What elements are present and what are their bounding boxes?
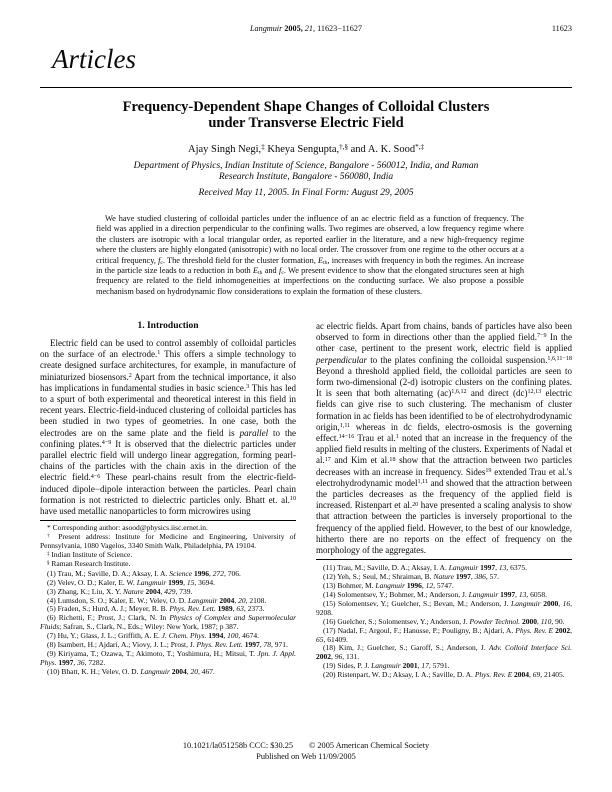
journal-citation: Langmuir 2005, 21, 11623−11627 [249,24,363,33]
intro-paragraph-left: Electric field can be used to control assembly of colloidal particles on the surface of an electrode.$^1$ This offers a simple technology to create designed surface architectures, for example, in manufacture of miniaturized biosensors.$^2$ Apart from the technical importance, it also has implications in fundamental studies in basic science.$^3$ This has led to a spurt of both experimental and theoretical interest in this field in recent years. Electric-field-induced clustering of colloidal particles has been studied in two types of geometries. In one case, both the electrodes are on the same plate and the field is parallel to the confining plates.$^{4-9}$ It is observed that the dielectric particles under parallel electric field will undergo linear aggregation, forming pearl-chains of the particles with the chain axis in the direction of the electric field.$^{4-6}$ These pearl-chains result from the electric-field-induced dipole−dipole interaction between the particles. Pearl chain formation is not restricted to dielectric particles only. Bhatt et. al.$^{10}$ have used metallic nanoparticles to form microwires using [40,338,297,517]
affiliation-line2: Research Institute, Bangalore - 560080, India [218,172,394,182]
reference-item: (8) Isambert, H.; Ajdari, A.; Viovy, J. L.; Prost, J. Phys. Rev. Lett. 1997, 78, 971. [47,640,288,650]
section-heading-introduction: 1. Introduction [137,321,199,331]
footer-copyright: © 2005 American Chemical Society [309,741,430,750]
reference-list-right [316,564,572,680]
footnote-item: † Present address: Institute for Medicine and Engineering, University of Pennsylvania, 1080 Vagelos, 3340 Smith Walk, Philadelphia, PA 19104. [40,532,296,551]
received-line: Received May 11, 2005. In Final Form: August 29, 2005 [198,188,414,198]
reference-item: (4) Lumsdon, S. O.; Kaler, E. W.; Velev, O. D. Langmuir 2004, 20, 2108. [47,595,267,605]
reference-item: (6) Richetti, F.; Prost, J.; Clark, N. In Physics of Complex and Supermolecular Fluids; Safran, S., Clark, N., Eds.; Wiley: New York, 1987; p 387. [40,613,296,632]
reference-item: (15) Solomentsev, Y.; Guelcher, S.; Bevan, M.; Anderson, J. Langmuir 2000, 16, 9208. [316,598,573,617]
footnote-item: ‡ Indian Institute of Science. [47,549,133,559]
reference-item: (13) Bohmer, M. Langmuir 1996, 12, 5747. [323,581,454,591]
intro-paragraph-right: ac electric fields. Apart from chains, bands of particles have also been observed to form in directions other than the applied field.$^{7-9}$ In the other case, pertinent to the present work, electric field is applied perpendicular to the plates confining the colloidal suspension.$^{1,6,11-18}$ Beyond a threshold applied field, the colloidal particles are seen to form two-dimensional (2-d) isotropic clusters on the confining plates. It is seen that both alternating (ac)$^{1,6,12}$ and direct (dc)$^{12,13}$ electric fields can give rise to such clustering. The mechanism of cluster formation in ac fields has been identified to be of electrohydrodynamic origin,$^{1,11}$ whereas in dc fields, electro-osmosis is the governing effect.$^{14-16}$ Trau et al.$^1$ noted that an increase in the frequency of the applied field results in melting of the clusters. Experiments of Nadal et al.$^{17}$ and Kim et al.$^{18}$ show that the attraction between two particles decreases with an increase in frequency. Sides$^{19}$ extended Trau et al.'s electrohydrodynamic model$^{1,11}$ and showed that the attraction between the particles decreases as the frequency of the applied field is increased. Ristenpart et al.$^{20}$ have presented a scaling analysis to show that attraction between the particles is inversely proportional to the frequency of the applied field. However, to the best of our knowledge, hitherto there are no reports on the effect of frequency on the morphology of the aggregates. [316,321,572,556]
page-number: 11623 [551,24,572,33]
footer-published-line: Published on Web 11/09/2005 [256,751,356,761]
affiliation [86,161,526,183]
footnotes-section [40,520,296,676]
footnote-item: * Corresponding author: asood@physics.iisc.ernet.in. [47,523,208,533]
reference-item: (20) Ristenpart, W. D.; Aksay, I. A.; Saville, D. A. Phys. Rev. E 2004, 69, 21405. [323,670,565,680]
reference-item: (3) Zhang, K.; Liu, X. Y. Nature 2004, 429, 739. [47,586,193,596]
reference-item: (17) Nadal, F.; Argoul, F.; Hanusse, P.; Pouligny, B.; Ajdari, A. Phys. Rev. E 2002, 65, 61409. [316,625,572,644]
reference-item: (12) Yeh, S.; Seul, M.; Shraiman, B. Nature 1997, 386, 57. [323,572,499,582]
footnote-item: § Raman Research Institute. [47,558,131,568]
reference-item: (1) Trau, M.; Saville, D. A.; Aksay, I. A. Science 1996, 272, 706. [47,568,241,578]
article-title-line2: under Transverse Electric Field [208,115,404,131]
reference-item: (5) Fraden, S.; Hurd, A. J.; Meyer, R. B. Phys. Rev. Lett. 1989, 63, 2373. [47,604,265,614]
reference-item: (14) Solomentsev, Y.; Bohmer, M.; Anderson, J. Langmuir 1997, 13, 6058. [323,589,548,599]
reference-item: (16) Guelcher, S.; Solomentsev, Y.; Anderson, J. Powder Technol. 2000, 110, 90. [323,616,565,626]
reference-item: (10) Bhatt, K. H.; Velev, O. D. Langmuir 2004, 20, 467. [47,666,215,676]
footnote-list [40,524,296,569]
reference-item: (19) Sides, P. J. Langmuir 2001, 17, 5791. [323,661,450,671]
reference-item: (18) Kim, J.; Guelcher, S.; Garoff, S.; Anderson, J. Adv. Colloid Interface Sci. 2002, 96, 131. [316,643,573,662]
article-title-line1: Frequency-Dependent Shape Changes of Colloidal Clusters [122,99,490,115]
left-column [40,321,296,677]
reference-item: (7) Hu, Y.; Glass, J. L.; Griffith, A. E. J. Chem. Phys. 1994, 100, 4674. [47,631,259,641]
footer-doi-line [0,741,612,752]
header-rule [40,87,572,88]
article-title [66,99,546,131]
reference-item: (9) Kiriyama, T.; Ozawa, T.; Akimoto, T.; Yoshimura, H.; Mitsui, T. Jpn. J. Appl. Phys. 1997, 36, 7282. [40,648,297,667]
reference-list-left [40,570,296,677]
page-footer [0,741,612,762]
affiliation-line1: Department of Physics, Indian Institute of Science, Bangalore - 560012, India, and Raman [133,161,479,171]
footer-doi-ccc: 10.1021/la051258b CCC: $30.25 [182,741,294,750]
abstract-paragraph: We have studied clustering of colloidal particles under the influence of an ac electric field as a function of frequency. The field was applied in a direction perpendicular to the confining walls. Two regimes are observed, a low frequency regime where the clusters are isotropic with a local triangular order, as reported earlier in the literature, and a new high-frequency regime where the clusters are highly elongated (anisotropic) with no local order. The crossover from one regime to the other occurs at a critical frequency, fc. The threshold field for the cluster formation, Eth, increases with frequency in both the regimes. An increase in the particle size leads to a reduction in both Eth and fc. We present evidence to show that the elongated structures seen at high frequency are related to the field inhomogeneities at imperfections on the conducting surface. We also propose a possible mechanism based on hydrodynamic flow considerations to explain the formation of these clusters. [96,214,525,296]
authors-line: Ajay Singh Negi,‡ Kheya Sengupta,†,§ and A. K. Sood*,‡ [187,142,425,155]
reference-item: (2) Velev, O. D.; Kaler, E. W. Langmuir 1999, 15, 3694. [47,577,216,587]
references-section-right [316,559,572,680]
articles-banner: Articles [52,44,136,74]
right-column [316,321,572,680]
reference-item: (11) Trau, M.; Saville, D. A.; Aksay, I. A. Langmuir 1997, 13, 6375. [323,563,528,573]
